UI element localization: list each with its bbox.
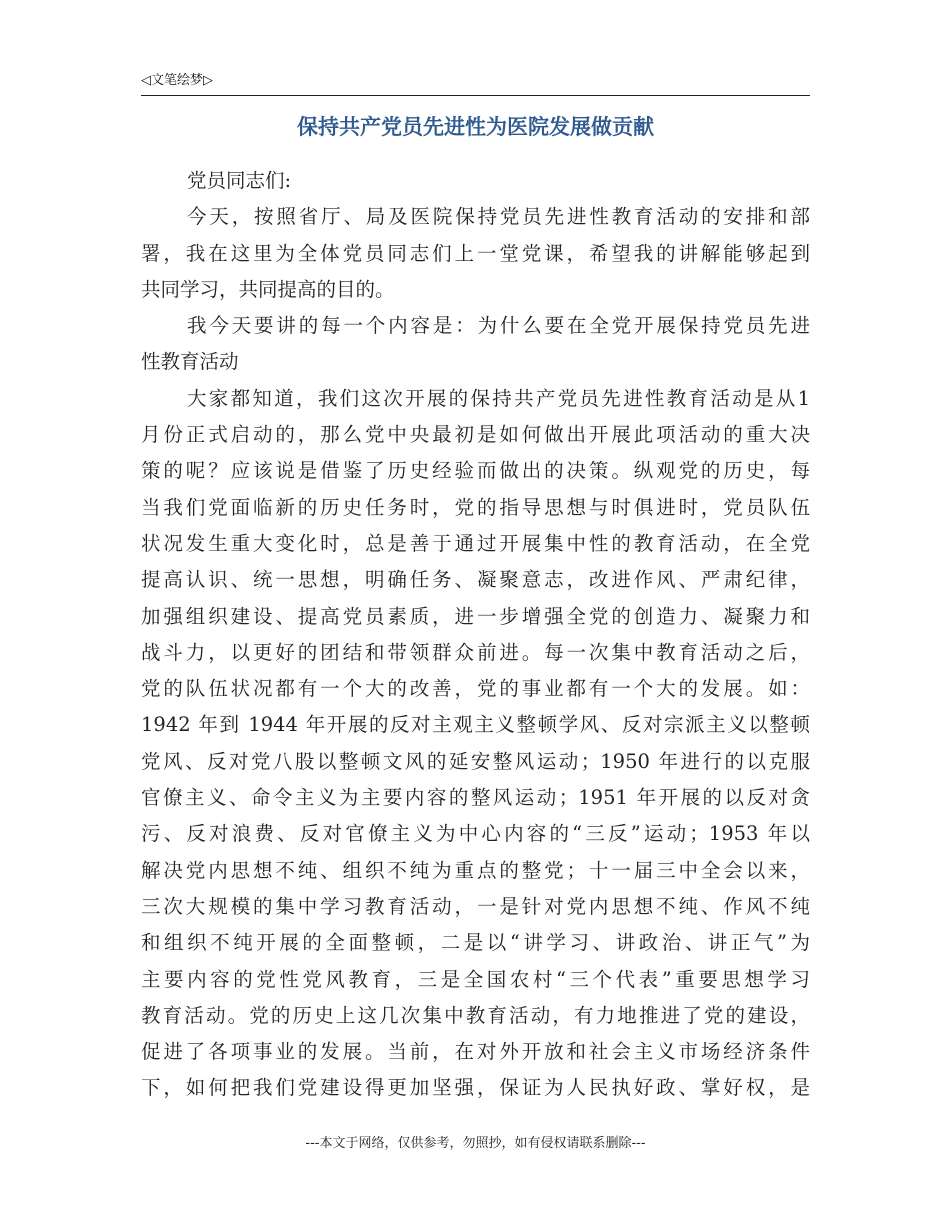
body-line: 促进了各项事业的发展。当前，在对外开放和社会主义市场经济条件 [141, 1040, 810, 1064]
body-line: 今天，按照省厅、局及医院保持党员先进性教育活动的安排和部 [187, 205, 810, 229]
header-mark: ◁文笔绘梦▷ [141, 73, 213, 88]
body-line: 下，如何把我们党建设得更加坚强，保证为人民执好政、掌好权，是 [141, 1076, 810, 1100]
body-line: 当我们党面临新的历史任务时，党的指导思想与时俱进时，党员队伍 [141, 495, 810, 519]
body-line: 解决党内思想不纯、组织不纯为重点的整党；十一届三中全会以来， [141, 858, 810, 882]
body-line: 1942 年到 1944 年开展的反对主观主义整顿学风、反对宗派主义以整顿 [141, 713, 810, 737]
footer-disclaimer: ---本文于网络，仅供参考，勿照抄，如有侵权请联系删除--- [305, 1136, 646, 1151]
body-line: 党风、反对党八股以整顿文风的延安整风运动；1950 年进行的以克服 [141, 749, 810, 773]
body-line: 月份正式启动的，那么党中央最初是如何做出开展此项活动的重大决 [141, 423, 810, 447]
body-line: 共同学习，共同提高的目的。 [141, 277, 395, 301]
header-divider [141, 95, 810, 96]
body-line: 教育活动。党的历史上这几次集中教育活动，有力地推进了党的建设， [141, 1003, 810, 1027]
body-text [141, 163, 810, 1107]
body-line: 性教育活动 [141, 350, 239, 374]
document-title: 保持共产党员先进性为医院发展做贡献 [297, 115, 654, 139]
body-line: 官僚主义、命令主义为主要内容的整风运动；1951 年开展的以反对贪 [141, 786, 810, 810]
body-line: 污、反对浪费、反对官僚主义为中心内容的“三反”运动；1953 年以 [141, 822, 810, 846]
body-line: 我今天要讲的每一个内容是：为什么要在全党开展保持党员先进 [187, 314, 810, 338]
body-line: 战斗力，以更好的团结和带领群众前进。每一次集中教育活动之后， [141, 640, 810, 664]
body-line: 加强组织建设、提高党员素质，进一步增强全党的创造力、凝聚力和 [141, 604, 810, 628]
body-line: 提高认识、统一思想，明确任务、凝聚意志，改进作风、严肃纪律， [141, 568, 810, 592]
body-line: 主要内容的党性党风教育，三是全国农村“三个代表”重要思想学习 [141, 967, 810, 991]
body-line: 署，我在这里为全体党员同志们上一堂党课，希望我的讲解能够起到 [141, 241, 810, 265]
body-line: 大家都知道，我们这次开展的保持共产党员先进性教育活动是从1 [187, 386, 810, 410]
body-line: 党的队伍状况都有一个大的改善，党的事业都有一个大的发展。如： [141, 677, 810, 701]
body-line: 策的呢？应该说是借鉴了历史经验而做出的决策。纵观党的历史，每 [141, 459, 810, 483]
body-line: 和组织不纯开展的全面整顿，二是以“讲学习、讲政治、讲正气”为 [141, 931, 810, 955]
body-line: 三次大规模的集中学习教育活动，一是针对党内思想不纯、作风不纯 [141, 894, 810, 918]
body-line: 状况发生重大变化时，总是善于通过开展集中性的教育活动，在全党 [141, 531, 810, 555]
body-line: 党员同志们: [187, 169, 292, 192]
